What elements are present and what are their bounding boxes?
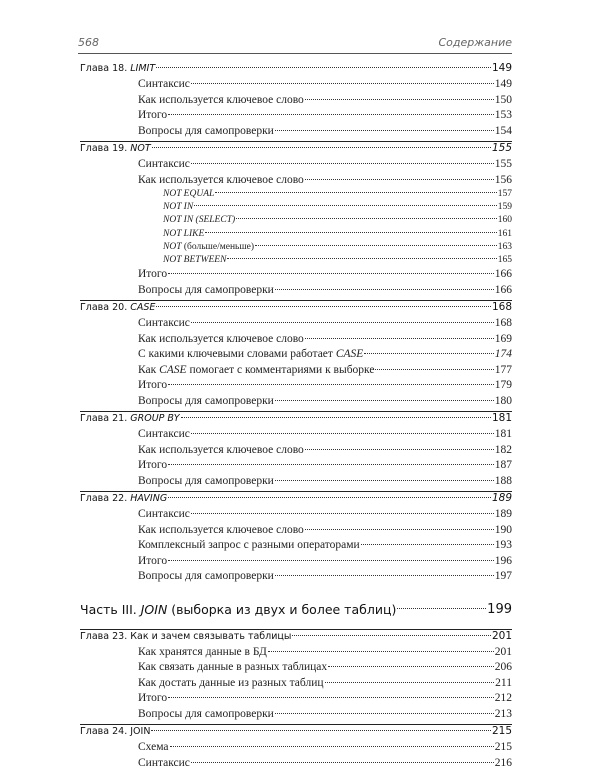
dot-leader <box>191 433 494 434</box>
toc-entry[interactable] <box>80 741 512 757</box>
subentry-keyword: NOT IN <box>163 202 194 213</box>
toc-entry[interactable] <box>80 677 512 693</box>
toc-entry[interactable] <box>80 158 512 174</box>
toc-entry[interactable] <box>80 708 512 724</box>
entry-label: Итого <box>138 379 168 392</box>
entry-keyword: CASE <box>159 363 187 376</box>
dot-leader <box>191 163 494 164</box>
toc-entry[interactable] <box>80 508 512 524</box>
toc-entry[interactable] <box>80 379 512 395</box>
page-ref: 149 <box>494 78 512 90</box>
entry-label: Итого <box>138 554 168 567</box>
dot-leader <box>361 544 494 545</box>
dot-leader <box>168 114 494 115</box>
entry-label: Итого <box>138 268 168 281</box>
part-keyword: JOIN <box>140 602 168 618</box>
chapter-keyword: HAVING <box>130 493 168 505</box>
subentry-label: (больше/меньше) <box>181 241 255 252</box>
page-ref: 201 <box>494 645 512 658</box>
chapter-keyword: LIMIT <box>130 63 156 74</box>
entry-label: Как хранятся данные в БД <box>138 645 267 658</box>
page-ref: 213 <box>494 707 512 720</box>
entry-label: Вопросы для самопроверки <box>138 283 274 296</box>
dot-leader <box>156 67 491 68</box>
entry-label: Как связать данные в разных таблицах <box>138 661 328 674</box>
toc-chapter-23[interactable] <box>80 629 512 646</box>
toc-entry[interactable] <box>80 395 512 411</box>
dot-leader <box>168 497 491 498</box>
entry-label: Как используется ключевое слово <box>138 93 304 106</box>
subentry-keyword: NOT EQUAL <box>163 189 215 199</box>
entry-label: Итого <box>138 692 168 705</box>
dot-leader <box>275 575 494 576</box>
toc-chapter-20[interactable] <box>80 300 512 317</box>
toc-chapter-21[interactable] <box>80 411 512 428</box>
page-ref: 150 <box>494 93 512 106</box>
entry-label: Как достать данные из разных таблиц <box>138 676 324 689</box>
entry-label: Вопросы для самопроверки <box>138 570 274 583</box>
page-ref: 174 <box>494 348 512 361</box>
dot-leader <box>168 464 494 465</box>
dot-leader <box>397 608 486 609</box>
chapter-keyword: NOT <box>130 143 151 154</box>
dot-leader <box>227 258 496 259</box>
entry-label: Синтаксис <box>138 317 190 330</box>
running-title: Содержание <box>438 36 512 49</box>
entry-label: Схема <box>138 741 169 754</box>
page-ref: 197 <box>494 570 512 583</box>
toc-entry[interactable] <box>80 317 512 333</box>
page-ref: 196 <box>494 554 512 567</box>
page-ref: 156 <box>494 173 512 186</box>
toc-entry[interactable] <box>80 428 512 444</box>
page-ref: 161 <box>497 228 512 239</box>
toc-entry[interactable] <box>80 539 512 555</box>
toc-entry[interactable] <box>80 459 512 475</box>
toc-entry[interactable] <box>80 174 512 190</box>
page-ref: 169 <box>494 332 512 345</box>
page-ref: 188 <box>494 474 512 487</box>
dot-leader <box>255 245 497 246</box>
page-ref: 155 <box>494 158 512 170</box>
running-head <box>78 36 512 50</box>
toc-entry[interactable] <box>80 661 512 677</box>
dot-leader <box>325 682 495 683</box>
dot-leader <box>305 449 494 450</box>
dot-leader <box>305 179 494 180</box>
dot-leader <box>375 369 493 370</box>
page-ref: 180 <box>494 394 512 407</box>
dot-leader <box>152 147 491 148</box>
entry-label: Как используется ключевое слово <box>138 443 304 456</box>
dot-leader <box>292 635 491 636</box>
chapter-label: Глава 24. JOIN <box>80 726 151 738</box>
dot-leader <box>305 529 494 530</box>
page-ref: 155 <box>491 142 512 154</box>
page-ref: 177 <box>494 363 512 376</box>
subentry-keyword: NOT BETWEEN <box>163 254 227 265</box>
page-ref: 206 <box>494 661 512 674</box>
page-ref: 187 <box>494 459 512 472</box>
page-ref: 153 <box>494 109 512 121</box>
dot-leader <box>305 338 494 339</box>
dot-leader <box>215 192 496 193</box>
page-ref: 149 <box>491 62 512 74</box>
toc-chapter-18[interactable] <box>80 62 512 78</box>
toc-entry[interactable] <box>80 109 512 125</box>
page-ref: 179 <box>494 379 512 392</box>
entry-label: Синтаксис <box>138 508 190 521</box>
toc-entry[interactable] <box>80 692 512 708</box>
entry-label: Синтаксис <box>138 428 190 441</box>
subentry-keyword: NOT <box>163 241 182 252</box>
page-ref: 163 <box>497 241 512 252</box>
toc-entry[interactable] <box>80 646 512 662</box>
toc-entry[interactable] <box>80 78 512 94</box>
dot-leader <box>205 232 496 233</box>
dot-leader <box>168 384 494 385</box>
page-ref: 168 <box>494 317 512 330</box>
toc-subentry[interactable] <box>80 189 512 202</box>
dot-leader <box>191 83 494 84</box>
toc-entry[interactable] <box>80 570 512 586</box>
page-ref: 189 <box>494 508 512 521</box>
toc-subentry[interactable] <box>80 255 512 268</box>
dot-leader <box>305 99 494 100</box>
entry-label: Синтаксис <box>138 78 190 90</box>
dot-leader <box>151 730 491 731</box>
toc-part-3[interactable] <box>80 596 512 624</box>
toc-chapter-22[interactable] <box>80 491 512 508</box>
dot-leader <box>191 513 494 514</box>
page-ref: 211 <box>495 676 512 689</box>
entry-label: Как <box>138 363 160 376</box>
page-number: 568 <box>78 36 99 49</box>
entry-label: Как используется ключевое слово <box>138 173 304 186</box>
subentry-keyword: NOT IN (SELECT) <box>163 215 236 226</box>
toc-subentry[interactable] <box>80 242 512 255</box>
dot-leader <box>268 651 494 652</box>
toc-entry[interactable] <box>80 284 512 300</box>
page-ref: 154 <box>494 124 512 137</box>
part-label: Часть III. <box>80 602 141 618</box>
dot-leader <box>191 762 494 763</box>
toc-entry[interactable] <box>80 94 512 110</box>
toc-entry[interactable] <box>80 125 512 141</box>
dot-leader <box>275 289 494 290</box>
page-ref: 215 <box>494 741 512 754</box>
dot-leader <box>275 400 494 401</box>
toc-entry[interactable] <box>80 348 512 364</box>
page-ref: 166 <box>494 283 512 296</box>
entry-label: С какими ключевыми словами работает <box>138 348 336 361</box>
toc-entry[interactable] <box>80 268 512 284</box>
toc-subentry[interactable] <box>80 229 512 242</box>
chapter-label: Глава 18. <box>80 63 131 74</box>
toc-entry[interactable] <box>80 757 512 772</box>
entry-label: Синтаксис <box>138 158 190 170</box>
dot-leader <box>181 417 491 418</box>
page-ref: 212 <box>494 692 512 705</box>
entry-label: Комплексный запрос с разными операторами <box>138 539 360 552</box>
table-of-contents <box>80 62 512 772</box>
toc-subentry[interactable] <box>80 215 512 228</box>
page-ref: 166 <box>494 268 512 281</box>
page-ref: 193 <box>494 539 512 552</box>
page-ref: 181 <box>494 428 512 441</box>
page-ref: 216 <box>494 756 512 769</box>
toc-entry[interactable] <box>80 475 512 491</box>
chapter-label: Глава 19. <box>80 143 131 154</box>
page-ref: 189 <box>491 492 512 505</box>
dot-leader <box>194 205 497 206</box>
entry-keyword: CASE <box>335 348 364 361</box>
chapter-label: Глава 21. <box>80 413 131 425</box>
entry-label: Как используется ключевое слово <box>138 332 304 345</box>
part-label-rest: (выборка из двух и более таблиц) <box>167 602 397 618</box>
dot-leader <box>168 273 494 274</box>
entry-label: Итого <box>138 109 168 121</box>
page-ref: 215 <box>491 725 512 738</box>
toc-entry[interactable] <box>80 555 512 571</box>
dot-leader <box>364 353 493 354</box>
spacer <box>80 624 512 628</box>
entry-label: Вопросы для самопроверки <box>138 474 274 487</box>
dot-leader <box>156 306 491 307</box>
entry-label-rest: помогает с комментариями к выборке <box>186 363 375 376</box>
page-ref: 157 <box>497 189 512 199</box>
dot-leader <box>275 480 494 481</box>
chapter-keyword: CASE <box>130 302 156 314</box>
page-ref: 160 <box>497 215 512 226</box>
dot-leader <box>168 560 494 561</box>
dot-leader <box>275 130 494 131</box>
toc-subentry[interactable] <box>80 202 512 215</box>
dot-leader <box>275 713 494 714</box>
toc-entry[interactable] <box>80 524 512 540</box>
page-ref: 181 <box>491 412 512 425</box>
page-ref: 182 <box>494 443 512 456</box>
dot-leader <box>168 697 494 698</box>
page-ref: 165 <box>497 254 512 265</box>
chapter-label: Глава 22. <box>80 493 131 505</box>
entry-label: Как используется ключевое слово <box>138 523 304 536</box>
entry-label: Вопросы для самопроверки <box>138 707 274 720</box>
toc-entry[interactable] <box>80 364 512 380</box>
dot-leader <box>191 322 494 323</box>
dot-leader <box>328 666 494 667</box>
header-rule <box>78 53 512 54</box>
entry-label: Итого <box>138 459 168 472</box>
chapter-keyword: GROUP BY <box>130 413 180 425</box>
page-ref: 190 <box>494 523 512 536</box>
toc-entry[interactable] <box>80 333 512 349</box>
toc-chapter-24[interactable] <box>80 724 512 741</box>
toc-entry[interactable] <box>80 444 512 460</box>
entry-label: Синтаксис <box>138 756 190 769</box>
chapter-label: Глава 23. Как и зачем связывать таблицы <box>80 630 292 642</box>
entry-label: Вопросы для самопроверки <box>138 394 274 407</box>
toc-chapter-19[interactable] <box>80 141 512 158</box>
page-ref: 201 <box>491 629 512 642</box>
entry-label: Вопросы для самопроверки <box>138 124 274 137</box>
page-ref: 199 <box>487 602 512 618</box>
dot-leader <box>236 218 497 219</box>
subentry-keyword: NOT LIKE <box>163 228 205 239</box>
page-ref: 168 <box>491 301 512 314</box>
dot-leader <box>170 746 494 747</box>
chapter-label: Глава 20. <box>80 302 131 314</box>
page-ref: 159 <box>497 202 512 213</box>
